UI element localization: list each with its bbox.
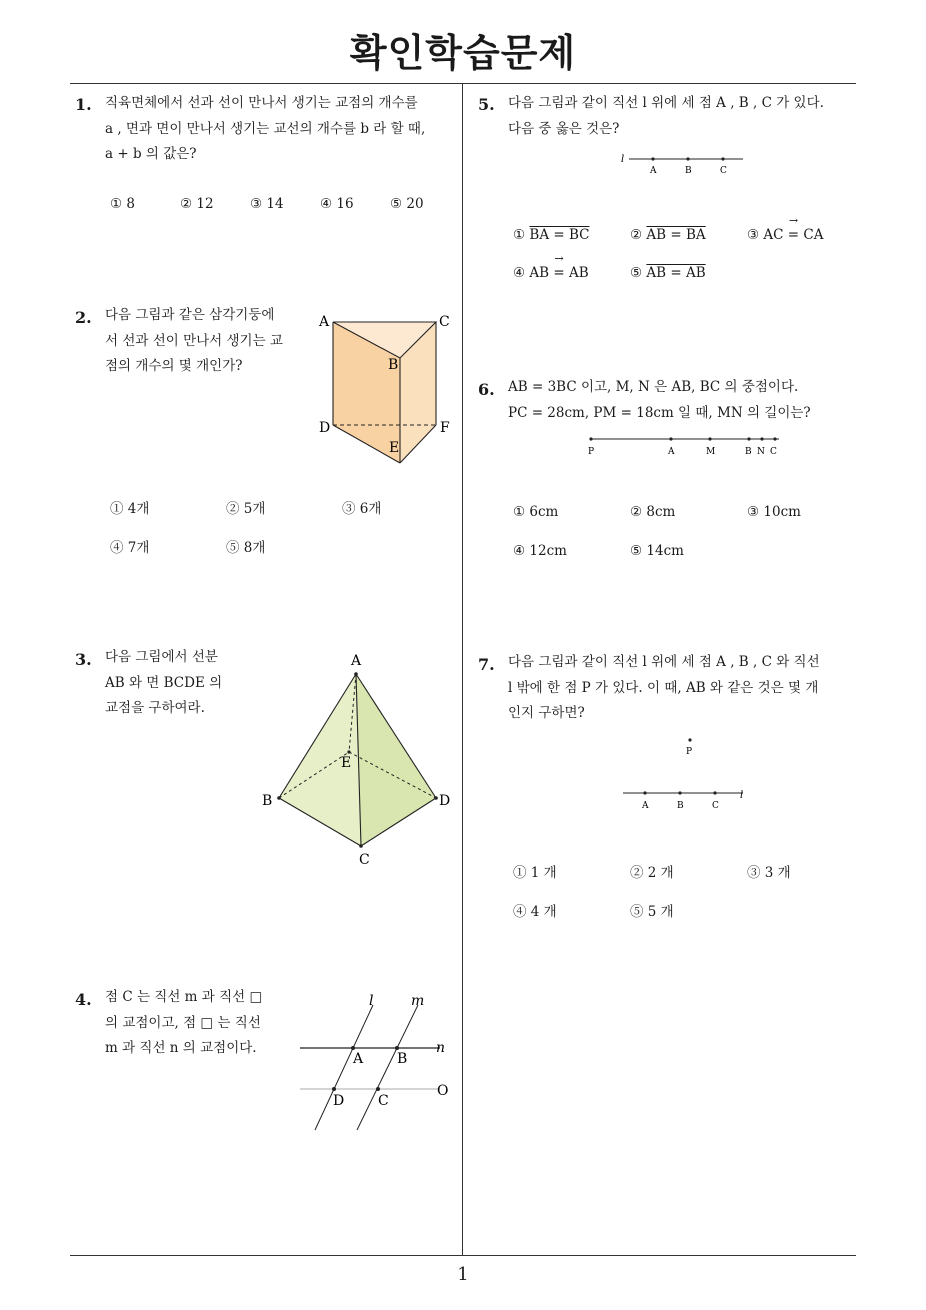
- point-label: A: [668, 447, 675, 457]
- point-label: N: [757, 447, 765, 457]
- vertex-label: A: [319, 314, 330, 330]
- option-3[interactable]: ③ 6개: [342, 501, 382, 517]
- option-expression: → AC = CA: [763, 227, 823, 243]
- option-5[interactable]: [630, 265, 706, 281]
- option-3[interactable]: [747, 227, 823, 243]
- question-line: PC = 28cm, PM = 18cm 일 때, MN 의 길이는?: [508, 404, 811, 421]
- vertex-label: E: [341, 755, 352, 771]
- option-marker: ③: [747, 227, 764, 243]
- question-number: 2.: [75, 308, 92, 327]
- question-2-text: [105, 303, 283, 380]
- line-label: l: [369, 993, 374, 1009]
- question-number: 1.: [75, 95, 92, 114]
- option-4[interactable]: [513, 265, 589, 281]
- option-marker: ②: [630, 227, 647, 243]
- line-and-point-figure: [615, 735, 765, 815]
- option-expression: AB = BA: [646, 227, 706, 243]
- vertex-label: E: [389, 440, 400, 456]
- option-marker: ⑤: [630, 265, 647, 281]
- triangular-prism-figure: [300, 300, 470, 475]
- option-4[interactable]: ④ 16: [320, 196, 354, 212]
- question-number: 3.: [75, 650, 92, 669]
- option-4[interactable]: ④ 12cm: [513, 543, 567, 559]
- vertex-label: D: [439, 793, 451, 809]
- question-number: 4.: [75, 990, 92, 1009]
- point-label: B: [745, 447, 752, 457]
- question-number: 6.: [478, 380, 495, 399]
- question-line: 교점을 구하여라.: [105, 700, 205, 716]
- question-line: 서 선과 선이 만나서 생기는 교: [105, 332, 283, 349]
- option-5[interactable]: ⑤ 14cm: [630, 543, 684, 559]
- question-6-text: [508, 375, 811, 426]
- option-3[interactable]: ③ 14: [250, 196, 284, 212]
- question-number: 5.: [478, 95, 495, 114]
- option-5[interactable]: ⑤ 5 개: [630, 904, 674, 920]
- point-label: A: [353, 1051, 364, 1067]
- question-1-text: [105, 91, 425, 168]
- point-label: P: [588, 447, 595, 457]
- point-label: C: [712, 801, 719, 811]
- option-4[interactable]: ④ 4 개: [513, 904, 557, 920]
- point-label: C: [378, 1093, 389, 1109]
- option-2[interactable]: [630, 227, 706, 243]
- question-line: 다음 그림과 같이 직선 l 위에 세 점 A , B , C 가 있다.: [508, 95, 824, 111]
- vertex-label: F: [440, 420, 450, 436]
- pyramid-figure: [255, 650, 465, 875]
- question-7-text: [508, 650, 820, 727]
- option-expression: BA = BC: [529, 227, 590, 243]
- line-label: n: [436, 1040, 446, 1056]
- lines-figure: [290, 990, 460, 1140]
- line-abc-figure: [615, 148, 755, 178]
- bottom-rule: [70, 1255, 856, 1256]
- point-label: B: [397, 1051, 408, 1067]
- point-label: B: [685, 166, 692, 176]
- segment-figure: [583, 430, 793, 460]
- vertex-label: C: [359, 852, 370, 868]
- vertex-label: D: [319, 420, 331, 436]
- question-line: 다음 그림과 같이 직선 l 위에 세 점 A , B , C 와 직선: [508, 654, 820, 670]
- option-1[interactable]: ① 6cm: [513, 504, 559, 520]
- question-line: AB 와 면 BCDE 의: [105, 674, 223, 691]
- question-line: 직육면체에서 선과 선이 만나서 생기는 교점의 개수를: [105, 95, 418, 111]
- question-line: 점 C 는 직선 m 과 직선 □: [105, 989, 263, 1005]
- vertex-label: B: [388, 357, 399, 373]
- vertex-label: A: [351, 653, 362, 669]
- option-1[interactable]: ① 1 개: [513, 865, 557, 881]
- point-label: A: [650, 166, 657, 176]
- option-3[interactable]: ③ 10cm: [747, 504, 801, 520]
- question-line: 점의 개수의 몇 개인가?: [105, 358, 243, 374]
- option-marker: ①: [513, 227, 530, 243]
- question-line: 인지 구하면?: [508, 705, 585, 721]
- option-2[interactable]: ② 8cm: [630, 504, 676, 520]
- vertex-label: C: [439, 314, 450, 330]
- point-label: M: [706, 447, 716, 457]
- option-expression: AB = AB: [646, 265, 706, 281]
- question-line: 의 교점이고, 점 □ 는 직선: [105, 1014, 261, 1031]
- vertex-label: B: [262, 793, 273, 809]
- point-label: C: [720, 166, 727, 176]
- page-title: 확인학습문제: [349, 31, 577, 75]
- question-line: l 밖에 한 점 P 가 있다. 이 때, AB 와 같은 것은 몇 개: [508, 679, 819, 696]
- option-1[interactable]: [513, 227, 589, 243]
- line-label: l: [621, 154, 625, 165]
- question-line: 다음 그림에서 선분: [105, 649, 218, 665]
- option-2[interactable]: ② 5개: [226, 501, 266, 517]
- point-label: C: [770, 447, 777, 457]
- question-line: AB = 3BC 이고, M, N 은 AB, BC 의 중점이다.: [508, 379, 799, 395]
- point-label: D: [333, 1093, 345, 1109]
- question-number: 7.: [478, 655, 495, 674]
- line-label: m: [411, 993, 425, 1009]
- question-line: a , 면과 면이 만나서 생기는 교선의 개수를 b 라 할 때,: [105, 120, 426, 137]
- line-label: O: [437, 1083, 449, 1099]
- top-rule: [70, 83, 856, 84]
- point-label: B: [677, 801, 684, 811]
- point-label: P: [686, 747, 693, 757]
- option-1[interactable]: ① 4개: [110, 501, 150, 517]
- page-number: 1: [457, 1264, 469, 1285]
- question-line: m 과 직선 n 의 교점이다.: [105, 1040, 257, 1056]
- question-line: 다음 그림과 같은 삼각기둥에: [105, 307, 275, 323]
- option-expression: → AB = AB: [529, 265, 588, 281]
- question-line: a + b 의 값은?: [105, 146, 197, 162]
- option-3[interactable]: ③ 3 개: [747, 865, 791, 881]
- option-5[interactable]: ⑤ 8개: [226, 540, 266, 556]
- option-5[interactable]: ⑤ 20: [390, 196, 424, 212]
- option-2[interactable]: ② 12: [180, 196, 214, 212]
- point-label: A: [642, 801, 649, 811]
- question-line: 다음 중 옳은 것은?: [508, 120, 620, 137]
- option-2[interactable]: ② 2 개: [630, 865, 674, 881]
- question-5-text: [508, 91, 824, 142]
- option-4[interactable]: ④ 7개: [110, 540, 150, 556]
- question-4-text: [105, 985, 262, 1062]
- question-3-text: [105, 645, 222, 722]
- line-label: l: [740, 790, 744, 801]
- option-1[interactable]: ① 8: [110, 196, 135, 212]
- option-marker: ④: [513, 265, 530, 281]
